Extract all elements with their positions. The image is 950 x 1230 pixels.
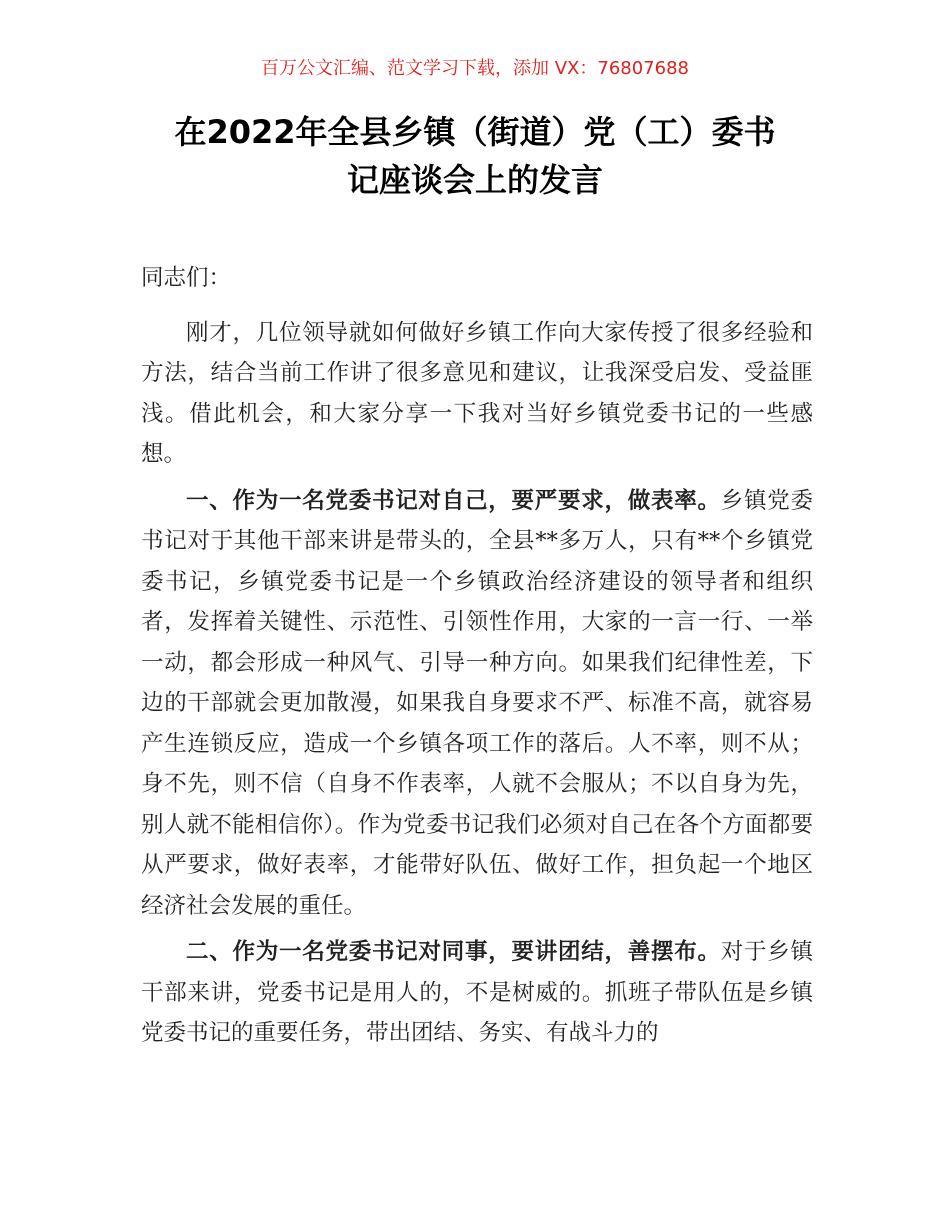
paragraph-section-1 [141,481,813,927]
watermark-header: 百万公文汇编、范文学习下载，添加 VX：76807688 [261,58,689,79]
section-1-heading: 一、作为一名党委书记对自己，要严要求，做表率。 [186,487,721,514]
paragraph-intro [141,313,813,475]
paragraph-text: 乡镇党委书记对于其他干部来讲是带头的，全县**多万人，只有**个乡镇党委书记，乡镇党委书记是一个乡镇政治经济建设的领导者和组织者，发挥着关键性、示范性、引领性作用，大家的一言一行、一举一动，都会形成一种风气、引导一种方向。如果我们纪律性差，下边的干部就会更加散漫，如果我自身要求不严、标准不高，就容易产生连锁反应，造成一个乡镇各项工作的落后。人不率，则不从；身不先，则不信（自身不作表率，人就不会服从；不以自身为先，别人就不能相信你）。作为党委书记我们必须对自己在各个方面都要从严要求，做好表率，才能带好队伍、做好工作，担负起一个地区经济社会发展的重任。 [141,487,813,919]
page-title [110,108,840,204]
paragraph-section-2 [141,932,813,1054]
paragraph-text: 对于乡镇干部来讲，党委书记是用人的，不是树威的。抓班子带队伍是乡镇党委书记的重要任务，带出团结、务实、有战斗力的 [141,939,813,1046]
paragraph-text: 刚才，几位领导就如何做好乡镇工作向大家传授了很多经验和方法，结合当前工作讲了很多意见和建议，让我深受启发、受益匪浅。借此机会，和大家分享一下我对当好乡镇党委书记的一些感想。 [141,319,813,467]
title-line-1: 在2022年全县乡镇（街道）党（工）委书 [174,113,776,151]
salutation: 同志们： [141,265,232,291]
document-body [141,258,813,1060]
section-2-heading: 二、作为一名党委书记对同事，要讲团结，善摆布。 [186,939,721,965]
title-line-2: 记座谈会上的发言 [346,161,603,199]
